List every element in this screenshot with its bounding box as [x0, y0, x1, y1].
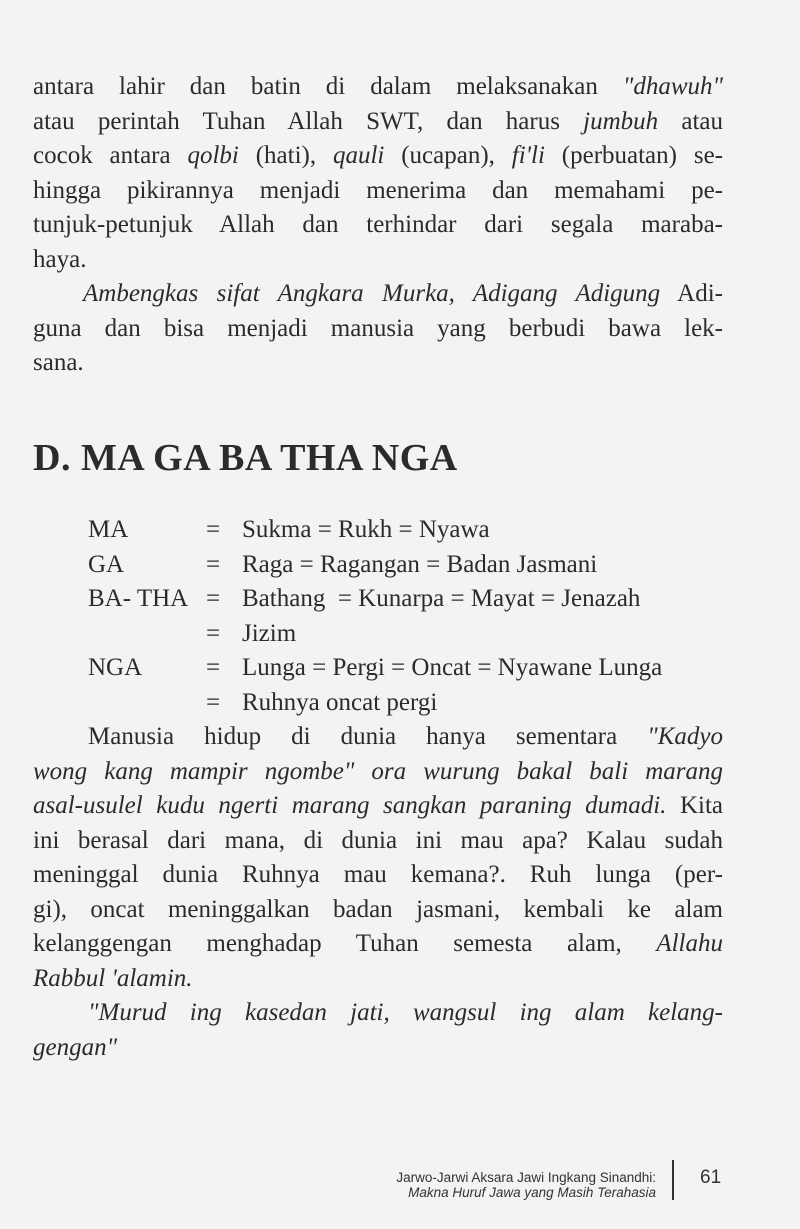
text-span: (hati),	[238, 142, 333, 169]
mapping-row	[88, 582, 662, 617]
text-span: Adi-	[660, 280, 723, 307]
italic-term: qolbi	[187, 142, 239, 169]
syllable-mapping-list	[88, 513, 662, 720]
paragraph-3	[33, 720, 723, 996]
equals-sign: =	[206, 688, 221, 716]
text-line	[33, 70, 723, 105]
mapping-term: NGA	[88, 654, 143, 682]
mapping-definition: Raga = Ragangan = Badan Jasmani	[242, 550, 598, 578]
text-span: cocok antara	[33, 142, 188, 169]
italic-term: "Kadyo	[647, 723, 723, 750]
mapping-row	[88, 617, 662, 652]
paragraph-1	[33, 70, 723, 277]
mapping-definition: Sukma = Rukh = Nyawa	[242, 516, 490, 544]
equals-sign: =	[206, 516, 221, 544]
paragraph-4	[33, 996, 723, 1065]
text-line	[33, 277, 723, 312]
text-span: Kita	[666, 792, 723, 819]
mapping-definition: Jizim	[242, 619, 297, 647]
page-number: 61	[700, 1167, 722, 1188]
italic-term: Allahu	[656, 930, 723, 957]
text-line: wong kang mampir ngombe" ora wurung bakal bali marang	[33, 757, 723, 785]
text-span: atau perintah Tuhan Allah SWT, dan harus	[33, 107, 584, 135]
mapping-term: MA	[88, 516, 129, 544]
text-line	[33, 789, 723, 824]
text-line: gi), oncat meninggalkan badan jasmani, kembali ke alam	[33, 895, 723, 923]
mapping-term: BA- THA	[88, 585, 189, 613]
text-span: Manusia hidup di dunia hanya sementara	[88, 723, 648, 750]
text-line: "Murud ing kasedan jati, wangsul ing alam kelang-	[88, 999, 723, 1026]
text-line: sana.	[33, 349, 84, 376]
equals-sign: =	[206, 550, 221, 578]
italic-term: Ambengkas sifat Angkara Murka, Adigang Adigung	[83, 280, 661, 307]
equals-sign: =	[206, 619, 221, 647]
mapping-row	[88, 686, 662, 721]
mapping-term: GA	[88, 550, 125, 578]
text-line: hingga pikirannya menjadi menerima dan memahami pe-	[33, 176, 723, 204]
paragraph-2	[33, 277, 723, 381]
text-span: kelanggengan menghadap Tuhan semesta alam,	[33, 930, 657, 957]
mapping-row	[88, 548, 662, 583]
footer-title: Jarwo-Jarwi Aksara Jawi Ingkang Sinandhi:	[396, 1170, 656, 1185]
text-line: meninggal dunia Ruhnya mau kemana?. Ruh lunga (per-	[33, 861, 723, 888]
text-line: gengan"	[33, 1033, 118, 1061]
text-line: tunjuk-petunjuk Allah dan terhindar dari segala maraba-	[33, 211, 723, 238]
italic-term: qauli	[332, 142, 385, 169]
mapping-definition: Ruhnya oncat pergi	[242, 688, 438, 716]
italic-term: asal-usulel kudu ngerti marang sangkan paraning dumadi.	[33, 792, 667, 819]
text-line	[33, 720, 723, 755]
text-line: ini berasal dari mana, di dunia ini mau apa? Kalau sudah	[33, 826, 723, 854]
mapping-row	[88, 651, 662, 686]
section-heading: D. MA GA BA THA NGA	[33, 437, 458, 479]
mapping-definition: Bathang = Kunarpa = Mayat = Jenazah	[242, 585, 641, 613]
italic-term: "dhawuh"	[622, 73, 723, 100]
text-span: (perbuatan) se-	[544, 142, 723, 169]
text-line	[33, 139, 723, 174]
italic-term: jumbuh	[583, 107, 659, 135]
footer-divider	[672, 1160, 674, 1200]
mapping-row	[88, 513, 662, 548]
running-footer	[360, 1170, 656, 1200]
text-line	[33, 105, 723, 140]
text-span: (ucapan),	[384, 142, 512, 169]
footer-subtitle: Makna Huruf Jawa yang Masih Terahasia	[408, 1185, 656, 1200]
text-line: guna dan bisa menjadi manusia yang berbudi bawa lek-	[33, 314, 723, 342]
mapping-definition: Lunga = Pergi = Oncat = Nyawane Lunga	[242, 654, 663, 682]
text-span: antara lahir dan batin di dalam melaksanakan	[33, 73, 623, 100]
italic-term: fi'li	[511, 142, 545, 169]
equals-sign: =	[206, 654, 221, 682]
text-span: atau	[658, 107, 723, 135]
equals-sign: =	[206, 585, 221, 613]
text-line: Rabbul 'alamin.	[33, 964, 193, 992]
text-line: haya.	[33, 245, 87, 273]
text-line	[33, 927, 723, 962]
